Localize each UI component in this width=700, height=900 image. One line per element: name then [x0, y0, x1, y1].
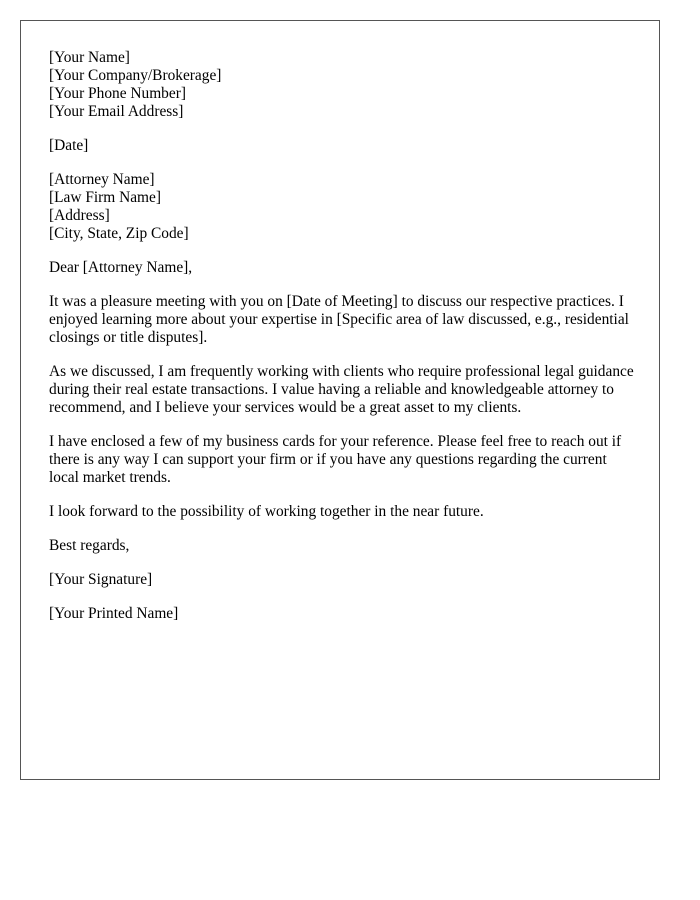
letter-page — [20, 20, 660, 780]
body-paragraph-2: As we discussed, I am frequently working with clients who require professional legal guidance during their real estate transactions. I value having a reliable and knowledgeable attorney to recommend, and I believe your services would be a great asset to my clients. — [49, 363, 634, 416]
body-paragraph-4: I look forward to the possibility of working together in the near future. — [49, 503, 484, 520]
sender-block — [49, 49, 639, 121]
recipient-address: [Address] — [49, 207, 110, 224]
sender-phone: [Your Phone Number] — [49, 85, 186, 102]
recipient-firm: [Law Firm Name] — [49, 189, 161, 206]
body-paragraph-3: I have enclosed a few of my business cards for your reference. Please feel free to reach out if there is any way I can support your firm or if you have any questions regarding the current local market trends. — [49, 433, 622, 486]
recipient-name: [Attorney Name] — [49, 171, 155, 188]
date-block — [49, 137, 639, 155]
recipient-block — [49, 171, 639, 243]
sender-email: [Your Email Address] — [49, 103, 184, 120]
recipient-city-state-zip: [City, State, Zip Code] — [49, 225, 189, 242]
printed-name: [Your Printed Name] — [49, 605, 179, 622]
body-paragraph-1: It was a pleasure meeting with you on [Date of Meeting] to discuss our respective practices. I enjoyed learning more about your expertise in [Specific area of law discussed, e.g., residential closings or title disputes]. — [49, 293, 629, 346]
salutation: Dear [Attorney Name], — [49, 259, 193, 276]
sender-name: [Your Name] — [49, 49, 130, 66]
letter-date: [Date] — [49, 137, 89, 154]
closing: Best regards, — [49, 537, 130, 554]
letter-content — [49, 49, 639, 639]
sender-company: [Your Company/Brokerage] — [49, 67, 222, 84]
signature: [Your Signature] — [49, 571, 153, 588]
